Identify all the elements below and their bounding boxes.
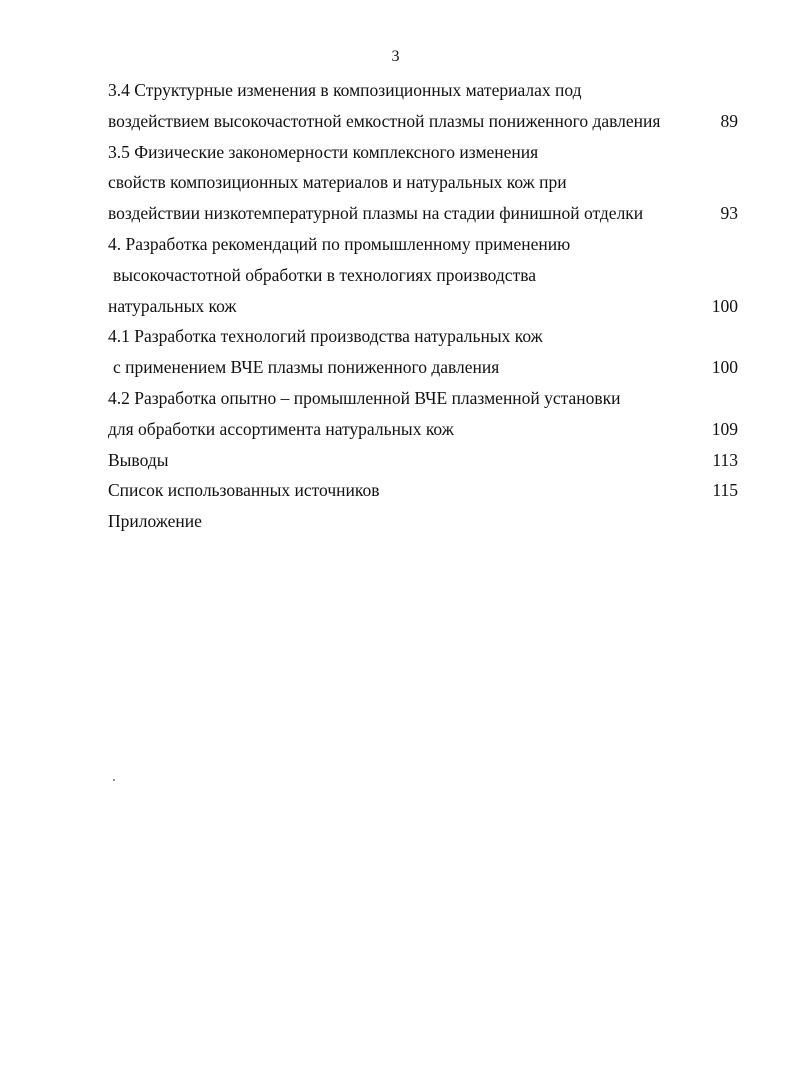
toc-entry-text: высокочастотной обработки в технологиях производства [113, 264, 537, 285]
toc-line [108, 414, 742, 445]
table-of-contents [108, 75, 742, 537]
toc-line [108, 475, 742, 506]
toc-line [108, 383, 742, 414]
toc-line [108, 167, 742, 198]
toc-entry-text: воздействием высокочастотной емкостной плазмы пониженного давления [108, 110, 661, 131]
toc-page-number: 100 [711, 357, 738, 378]
toc-page-number: 93 [720, 203, 738, 224]
toc-page-number: 113 [712, 449, 738, 470]
toc-line [108, 352, 742, 383]
toc-line [108, 445, 742, 476]
toc-page-number: 100 [711, 295, 738, 316]
toc-page-number: 115 [712, 480, 738, 501]
toc-line [108, 75, 742, 106]
toc-line [108, 291, 742, 322]
page-number: 3 [391, 48, 400, 65]
toc-entry-text: 4.1 Разработка технологий производства натуральных кож [108, 326, 543, 347]
toc-line [108, 137, 742, 168]
toc-entry-text: 3.4 Структурные изменения в композиционных материалах под [108, 80, 582, 100]
toc-page-number: 109 [711, 418, 738, 439]
toc-page-number: 89 [720, 110, 738, 131]
toc-line [108, 198, 742, 229]
toc-entry-text: натуральных кож [108, 295, 237, 316]
toc-entry-text: Приложение [108, 511, 202, 532]
toc-entry-text: свойств композиционных материалов и натуральных кож при [108, 172, 567, 193]
toc-entry-text: 4. Разработка рекомендаций по промышленному применению [108, 233, 571, 254]
toc-line [108, 106, 742, 137]
toc-entry-text: 4.2 Разработка опытно – промышленной ВЧЕ плазменной установки [108, 387, 621, 408]
toc-line [108, 506, 742, 537]
scan-speck [113, 779, 115, 781]
toc-entry-text: Список использованных источников [108, 480, 380, 501]
toc-entry-text: с применением ВЧЕ плазмы пониженного давления [113, 357, 500, 378]
toc-entry-text: для обработки ассортимента натуральных кож [108, 418, 454, 439]
toc-line [108, 321, 742, 352]
toc-entry-text: воздействии низкотемпературной плазмы на стадии финишной отделки [108, 203, 644, 224]
toc-line [108, 260, 742, 291]
toc-line [108, 229, 742, 260]
toc-entry-text: Выводы [108, 449, 169, 470]
toc-entry-text: 3.5 Физические закономерности комплексного изменения [108, 141, 539, 162]
